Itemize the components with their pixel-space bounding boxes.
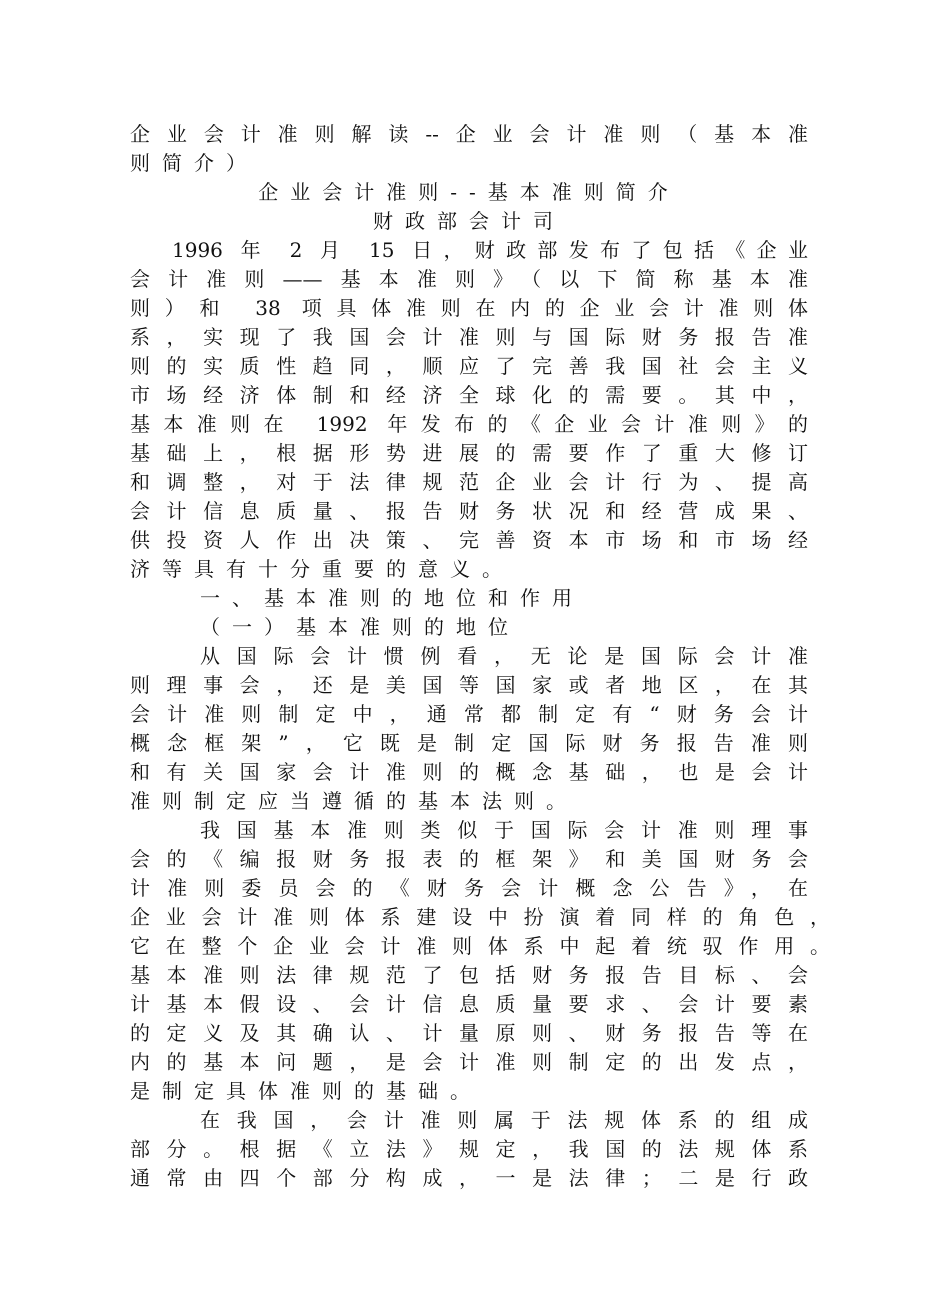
paragraph-line: 基本准则法律规范了包括财务报告目标、会 — [130, 963, 808, 987]
paragraph-line: 市场经济体制和经济全球化的需要。其中， — [130, 383, 808, 407]
paragraph-line: 基本准则在 1992 年发布的《企业会计准则》的 — [130, 412, 808, 436]
subsection-heading: （一）基本准则的地位 — [200, 615, 520, 639]
paragraph-line: 我国基本准则类似于国际会计准则理事 — [200, 818, 808, 842]
paragraph-line: 则）和 38 项具体准则在内的企业会计准则体 — [130, 296, 808, 320]
paragraph-line: 的定义及其确认、计量原则、财务报告等在 — [130, 1021, 808, 1045]
paragraph-line: 济等具有十分重要的意义。 — [130, 557, 514, 581]
paragraph-line: 它在整个企业会计准则体系中起着统驭作用。 — [130, 934, 830, 958]
paragraph-line: 准则制定应当遵循的基本法则。 — [130, 789, 578, 813]
doc-title-line-2: 则简介） — [130, 151, 258, 175]
paragraph-line: 内的基本问题，是会计准则制定的出发点， — [130, 1050, 808, 1074]
paragraph-line: 在我国，会计准则属于法规体系的组成 — [200, 1108, 808, 1132]
paragraph-line: 会计信息质量、报告财务状况和经营成果、 — [130, 499, 808, 523]
doc-subtitle: 企业会计准则--基本准则简介 — [258, 180, 680, 204]
paragraph-line: 则的实质性趋同，顺应了完善我国社会主义 — [130, 354, 808, 378]
paragraph-line: 是制定具体准则的基础。 — [130, 1079, 482, 1103]
doc-title-line-1: 企业会计准则解读--企业会计准则（基本准 — [130, 122, 808, 146]
paragraph-line: 计基本假设、会计信息质量要求、会计要素 — [130, 992, 808, 1016]
paragraph-line: 则理事会，还是美国等国家或者地区，在其 — [130, 673, 808, 697]
paragraph-line: 部分。根据《立法》规定，我国的法规体系 — [130, 1137, 808, 1161]
paragraph-line: 会的《编报财务报表的框架》和美国财务会 — [130, 847, 808, 871]
paragraph-line: 概念框架”，它既是制定国际财务报告准则 — [130, 731, 808, 755]
paragraph-line: 系，实现了我国会计准则与国际财务报告准 — [130, 325, 808, 349]
section-heading: 一、基本准则的地位和作用 — [200, 586, 584, 610]
paragraph-line: 会计准则制定中，通常都制定有“财务会计 — [130, 702, 808, 726]
paragraph-line: 企业会计准则体系建设中扮演着同样的角色， — [130, 905, 830, 929]
doc-author: 财政部会计司 — [373, 209, 565, 233]
paragraph-line: 通常由四个部分构成，一是法律；二是行政 — [130, 1166, 808, 1190]
paragraph-line: 1996 年 2 月 15 日，财政部发布了包括《企业 — [172, 238, 808, 262]
paragraph-line: 和调整，对于法律规范企业会计行为、提高 — [130, 470, 808, 494]
paragraph-line: 和有关国家会计准则的概念基础，也是会计 — [130, 760, 808, 784]
paragraph-line: 从国际会计惯例看，无论是国际会计准 — [200, 644, 808, 668]
paragraph-line: 计准则委员会的《财务会计概念公告》，在 — [130, 876, 808, 900]
paragraph-line: 基础上，根据形势进展的需要作了重大修订 — [130, 441, 808, 465]
paragraph-line: 会计准则——基本准则》（以下简称基本准 — [130, 267, 808, 291]
paragraph-line: 供投资人作出决策、完善资本市场和市场经 — [130, 528, 808, 552]
